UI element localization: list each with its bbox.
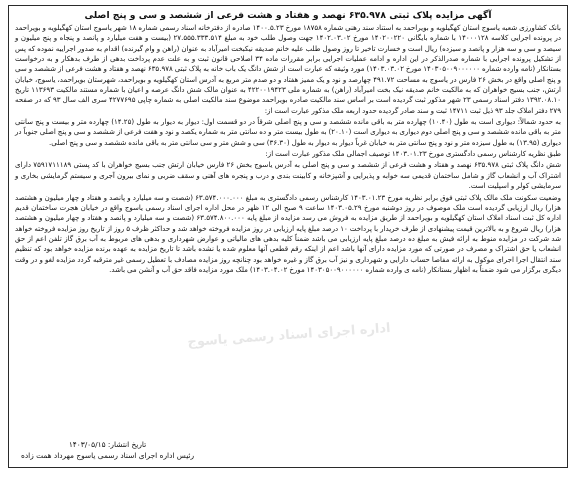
notice-title: آگهی مزایده پلاک ثبتی ۶۳۵.۹۷۸ نهصد و هفتاد و هشت فرعی از ششصد و سی و پنج اصلی [84,10,492,21]
auction-notice [8,5,568,468]
notice-paragraph-expert-heading: طبق نظریه کارشناس رسمی دادگستری مورخ ۱۴۰۳.۰۱.۲۳ توصیف اجمالی ملک مذکور عبارت است از: [265,149,561,159]
notice-footer [21,440,194,461]
watermark-text: اداره اجرای اسناد رسمی یاسوج [187,320,391,351]
notice-paragraph-auction-terms: وضعیت سکونت ملک مالک پلاک ثبتی فوق برابر نظریه مورخ ۱۴۰۳.۰۱.۲۳ کارشناس رسمی دادگستری به مبلغ ۶۳.۵۷۴.۰۰۰.۰۰۰ (شصت و سه میلیارد و پانصد و هفتاد و چهار میلیون و هشتصد هزار) ریال ارزیابی گردیده است ملک موصوف در روز دوشنبه مورخ ۱۴۰۳.۰۵.۲۹ ساعت ۹ صبح الی ۱۲ ظهر در محل اداره اجرای اسناد رسمی یاسوج واقع در خیابان هجرت ساختمان قدیم اداره کل ثبت اسناد املاک استان کهگیلویه و بویراحمد از طریق مزایده به فروش می رسد مزایده از مبلغ پایه ۶۳.۵۷۴.۸۰۰.۰۰۰ (شصت و سه میلیارد و پانصد و هفتاد و چهار میلیون و هشتصد هزار) ریال شروع و به بالاترین قیمت پیشنهادی از طرف خریدار با پرداخت ۱۰ درصد مبلغ پایه ارزیابی در روز مزایده فروخته خواهد شد و حداکثر ظرف ۵ روز از تاریخ روز مزایده فروخته خواهد شد شرکت در مزایده منوط به ارائه فیش به مبلغ ده درصد مبلغ پایه ارزیابی می باشد ضمناً کلیه بدهی های مالیاتی و عوارض شهرداری و بدهی های مربوط به آب برق گاز تلفن اعم از حق انشعاب یا حق اشتراک و مصرف در صورتی که مورد مزایده دارای آنها باشد اعم از اینکه رقم قطعی آنها معلوم شده یا نشده باشد تا تاریخ مزایده به عهده برنده مزایده خواهد بود که تنظیم سند انتقال اجرا اجرای موکول به ارائه مفاصا حساب دارایی و شهرداری و نیز آب برق گاز و غیره خواهد بود چنانچه روز مزایده مصادف با تعطیل رسمی غیر مترقبه گردد مزایده لغو و در وقت دیگری برگزار می شود ضمناً به اظهار بستانکار (نامه ی وارده شماره ۱۴۰۳۰۵۰۰۹۰۰۰۰۰۰ مورخ ۱۴۰۳.۰۴.۰۲) ملک مورد مزایده فاقد حق آب و آنشن می باشد. [15,192,561,274]
publication-date: تاریخ انتشار: ۱۴۰۳/۰۵/۱۵ [68,440,147,449]
notice-paragraph-intro: بانک کشاورزی شعبه یاسوج استان کهگیلویه و بویراحمد به استناد سند رهنی شماره ۱۸۷۵۸ مورخ ۱۴۰۰.۵.۲۳ صادره از دفترخانه اسناد رسمی شماره ۱۸ شهر یاسوج استان کهگیلویه و بویراحمد در پرونده اجرایی کلاسه ۱۴۰۰۰۱۲۸ با شماره بایگانی ۱۴۰۲۰۰۲۲۰ مورخ ۱۴۰۲.۰۳.۰۲ جهت وصول طلب خود به مبلغ ۲۷.۵۵۵.۳۳۳.۵۱۴ (بیست و هفت میلیارد و پانصد و پنجاه و پنج میلیون و سیصد و سی و سه هزار و پانصد و سیزده) ریال است و خسارت تاخیر تا روز وصول طلب علیه خانم صدیقه نیکبخت امیرآباد به عنوان (راهن و وام گیرنده) اقدام به صدور اجراییه نموده که پس از تشکیل پرونده اجرایی با شماره صدرالذکر در این اداره و ادامه عملیات اجرایی برابر مقررات ماده ۳۴ اصلاحی قانون ثبت و به علت عدم پرداخت بدهی از طرف بدهکار و به درخواست بستانکار (نامه وارده شماره ۱۴۰۳۰۵۰۰۹۰۰۰۰۰۰ مورخ ۱۴۰۳.۰۳.۰۲) مورد وثیقه که عبارت است از شش دانگ یک باب خانه به پلاک ثبتی ۶۳۵.۹۷۸ نهصد و هفتاد و هشت فرعی از ششصد و سی و پنج اصلی واقع در بخش ۲۶ فارس در یاسوج به مساحت ۴۹۱.۷۲ چهارصد و نود و یک ممیز هفتاد و دو صدم متر مربع به آدرس استان کهگیلویه و بویراحمد، شهرستان بویراحمد، یاسوج، خیابان ارتش، جنب بسیج خواهران که به مالکیت خانم صدیقه نیک بخت امیرآباد (راهن) به شماره ملی ۴۲۲۰۰۱۹۴۲۳ به عنوان مالک شش دانگ عرصه و اعیان با شماره مستند مالکیت ۱۱۳۶۹۳ تاریخ ۱۳۹۲.۰۸.۱۰ دفتر اسناد رسمی ۲۳ شهر مذکور ثبت گردیده است بر اساس سند مالکیت صادره بویراحمد موضوع سند مالکیت اصلی به شماره چاپی ۴۲۷۷۶۹۵ سری الف سال ۹۳ که در صفحه ۲۷۹ دفتر املاک جلد ۹۳ ذیل ثبت ۱۴۷۱۱ ثبت و سند صادر گردیده حدود اربعه ملک مذکور عبارت است از: [15,23,562,115]
signature-line: رئیس اداره اجرای اسناد رسمی یاسوج مهرداد همت زاده [21,450,195,460]
notice-paragraph-description: شش دانگ پلاک ثبتی ۶۳۵.۹۷۸ نهصد و هفتاد و هشت فرعی از ششصد و سی و پنج اصلی به آدرس یاسوج بخش ۲۶ فارس خیابان ارتش جنب بسیج خواهران با کد پستی ۷۵۹۱۷۱۱۱۸۹ دارای اشتراک آب و انشعاب گاز و شامل ساختمان قدیمی سه خوابه و پذیرایی و آشپزخانه و کابینت بندی و درب و پنجره های آهنی و سقف ضربی و نمای بیرون آجری و سیستم گرمایشی بخاری و سرمایشی کولر و اسپلیت است. [15,160,561,191]
notice-paragraph-boundaries: به حدود شمالاً: دیواری است به طول (۱۰.۴۰) چهارده متر به باقی مانده ششصد و سی و پنج اصلی شرقاً در دو قسمت اول: دیوار به دیوار به طول (۱۴.۲۵) چهارده متر و بیست و پنج سانتی متر به باقی مانده ششصد و سی و پنج اصلی دوم دیواری به دیواری است (۲۰.۱۰) به طول بیست متر و ده سانتی متر به شماره یکصد و نود و هفت فرعی از ششصد و سی و پنج اصلی جنوباً در دیواری (۱۳.۹۵) به طول سیزده متر و نود و پنج سانتی متر به خیابان غرباً دیوار به دیوار به طول (۳۶.۳۰) سی و شش متر و سی سانتی متر به باقی مانده ششصد و سی و پنج اصلی. [15,117,562,147]
